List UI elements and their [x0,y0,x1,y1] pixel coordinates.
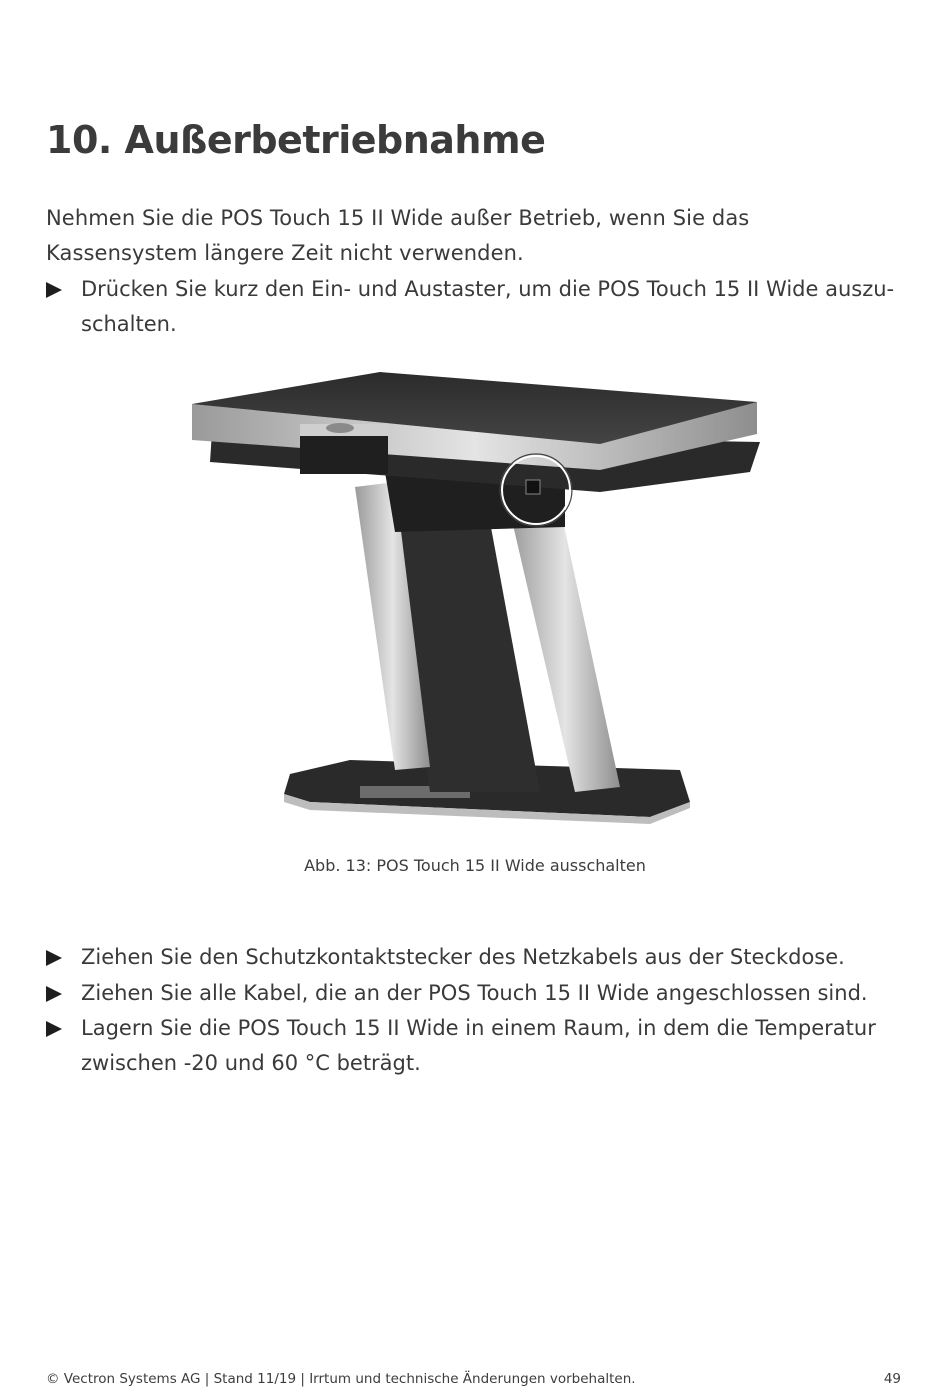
page-title: 10. Außerbetriebnahme [46,118,546,162]
triangle-right-icon [46,986,62,1002]
list-item-text: Ziehen Sie alle Kabel, die an der POS Touch 15 II Wide angeschlossen sind. [81,981,868,1005]
footer-copyright: © Vectron Systems AG | Stand 11/19 | Irrtum und technische Änderungen vorbehalten. [46,1371,636,1387]
list-item-text: Lagern Sie die POS Touch 15 II Wide in einem Raum, in dem die Temperatur zwischen -20 und 60 °C beträgt. [81,1016,876,1075]
page-number: 49 [883,1371,901,1387]
device-illustration [180,362,770,844]
list-item-text: Ziehen Sie den Schutzkontaktstecker des Netzkabels aus der Steckdose. [81,945,845,969]
triangle-right-icon [46,1021,62,1037]
intro-paragraph: Nehmen Sie die POS Touch 15 II Wide außer Betrieb, wenn Sie das Kassensystem längere Zeit nicht verwenden. [46,206,750,265]
triangle-right-icon [46,950,62,966]
list-item [46,940,896,975]
list-item [46,272,896,342]
triangle-right-icon [46,282,62,298]
list-item [46,976,896,1011]
list-item-text: Drücken Sie kurz den Ein- und Austaster, um die POS Touch 15 II Wide auszu-schalten. [81,277,895,336]
list-item [46,1011,896,1081]
figure-caption: Abb. 13: POS Touch 15 II Wide ausschalten [304,856,646,875]
